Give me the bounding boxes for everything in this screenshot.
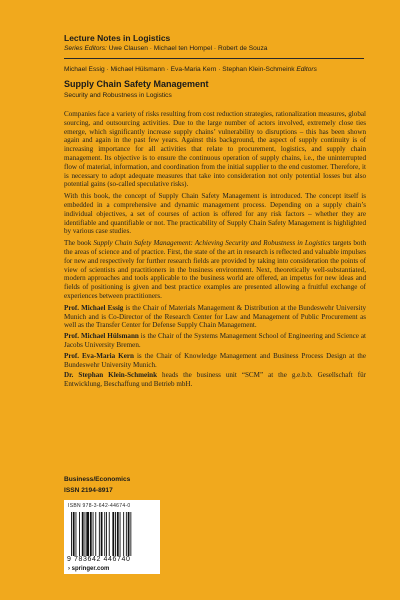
subject-category: Business/Economics (64, 476, 131, 483)
barcode-digits: 9 783642 446740 (67, 556, 131, 563)
editor-bio-text: is the Chair of the Systems Management School of Engineering and Science at Jacobs University Bremen. (64, 332, 366, 349)
editor-bio-text: is the Chair of Materials Management & Distribution at the Bundeswehr University Munich and is Co-Director of the Research Center for Law and Management of Public Procurement as well as the Transfer Center for Defense Supply Chain Management. (64, 303, 366, 330)
blurb-paragraph: Companies face a variety of risks resulting from cost reduction strategies, rationalization measures, global sourcing, and outsourcing activities. Due to the large number of actors involved, extremely close ties emerge, which significantly increase supply chains’ vulnerability to disruptions – this has been shown again and again in the past few years. Against this background, the aspect of supply continuity is of increasing importance for all activities that relate to procurement, logistics, and supply chain management. Its objective is to ensure the continuous operation of supply chains, i.e., the uninterrupted flow of material, information, and coordination from the initial supplier to the end customer. Therefore, it is necessary to adopt adequate measures that take into consideration not only potential losses but also potential gains (so-called speculative risks). (64, 110, 366, 189)
editor-bio (64, 332, 366, 350)
publisher-url: › springer.com (68, 566, 110, 572)
editor-bio-text: heads the business unit “SCM” at the g.e.b.b. Gesellschaft für Entwicklung, Beschaffung und Betrieb mbH. (64, 371, 366, 389)
blurb-text: The book (64, 239, 94, 248)
series-editors (64, 45, 267, 52)
book-editors-names: Michael Essig · Michael Hülsmann · Eva-Maria Kern · Stephan Klein-Schmeink (64, 66, 295, 73)
series-editors-label: Series Editors: (64, 45, 107, 52)
blurb (64, 110, 366, 391)
barcode-box (64, 500, 160, 574)
book-editors-suffix: Editors (296, 66, 317, 73)
series-title: Lecture Notes in Logistics (64, 33, 171, 43)
book-title: Supply Chain Safety Management (64, 79, 209, 89)
series-editors-names: Uwe Clausen · Michael ten Hompel · Robert de Souza (108, 45, 268, 52)
issn-number: ISSN 2194-8917 (64, 487, 113, 494)
editor-name: Prof. Michael Essig (64, 303, 124, 312)
divider-line (64, 58, 364, 59)
book-subtitle: Security and Robustness in Logistics (64, 92, 172, 99)
editor-bio (64, 304, 366, 330)
blurb-text: targets both the areas of science and of practice. First, the state of the art in research is reflected and valuable impulses for new and respectively for further research fields are provided by taking into consideration the points of view of scientists and practitioners in the business environment. Next, theoretically well-substantiated, modern approaches and tools applicable to the business world are offered, an impetus for new ideas and fields of positioning is given and best practice examples are presented allowing a fruitful exchange of experiences between practitioners. (64, 239, 366, 300)
book-editors (64, 66, 317, 73)
editor-name: Dr. Stephan Klein-Schmeink (64, 371, 158, 380)
book-title-italic: Supply Chain Safety Management: Achieving Security and Robustness in Logistics (93, 239, 331, 248)
barcode-image (70, 512, 154, 556)
blurb-paragraph (64, 239, 366, 301)
editor-name: Prof. Michael Hülsmann (64, 332, 139, 341)
editor-name: Prof. Eva-Maria Kern (64, 351, 134, 360)
blurb-paragraph: With this book, the concept of Supply Chain Safety Management is introduced. The concept itself is embedded in a comprehensive and dynamic management process. Depending on a supply chain’s individual objectives, a set of courses of action is offered for any risk factors – whether they are identifiable and quantifiable or not. The practicability of Supply Chain Safety Management is highlighted by various case studies. (64, 192, 366, 236)
editor-bio (64, 352, 366, 370)
isbn-text: ISBN 978-3-642-44674-0 (68, 503, 131, 509)
editor-bio-text: is the Chair of Knowledge Management and Business Process Design at the Bundeswehr University Munich. (64, 351, 366, 369)
editor-bio (64, 371, 366, 389)
